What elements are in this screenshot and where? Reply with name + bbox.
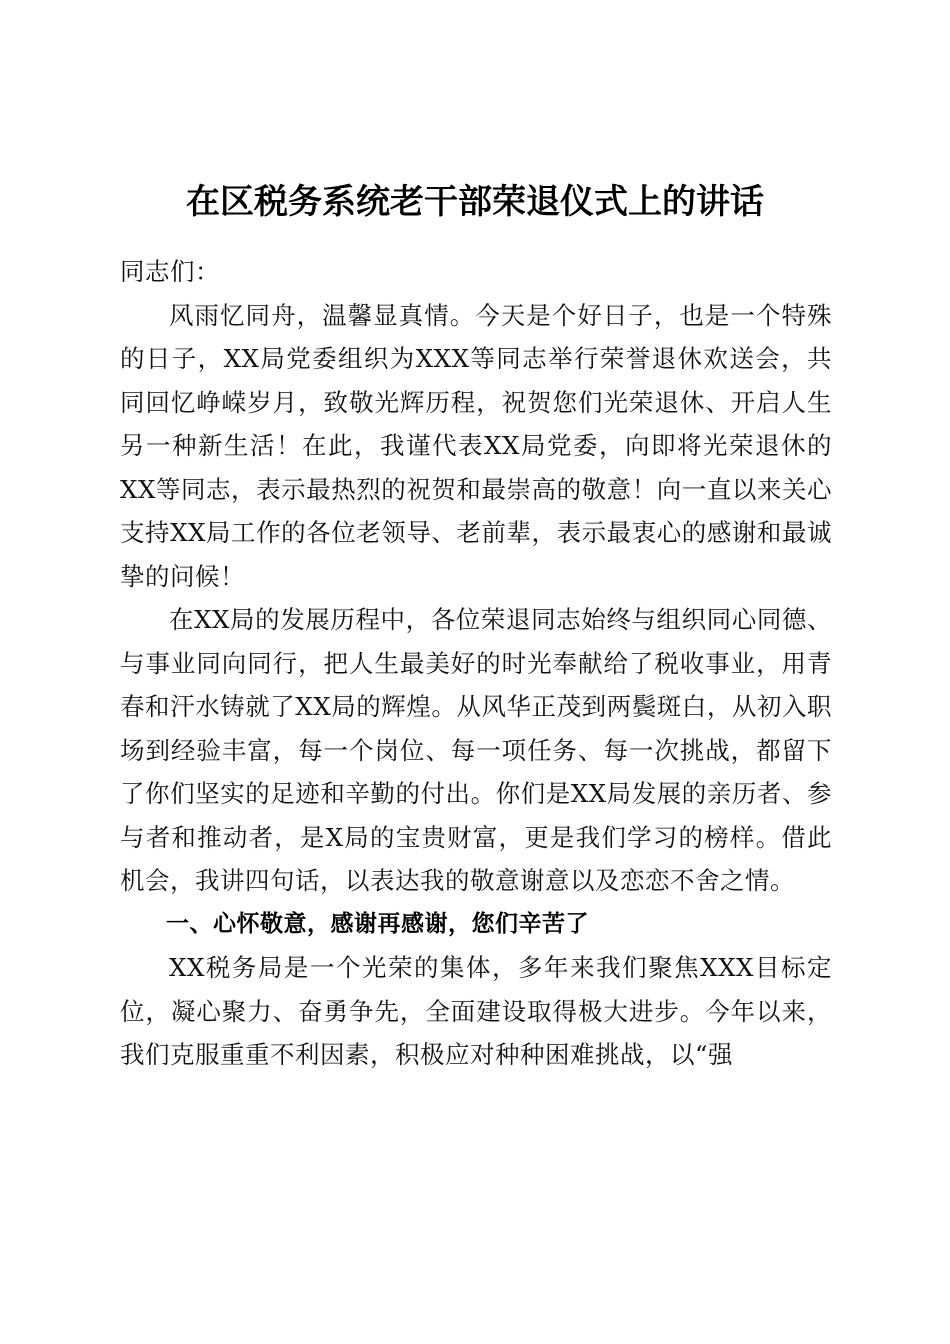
section-heading-1: 一、心怀敬意，感谢再感谢，您们辛苦了 xyxy=(166,910,589,937)
salutation: 同志们： xyxy=(120,257,220,286)
paragraph-opening: 风雨忆同舟，温馨显真情。今天是个好日子，也是一个特殊的日子，XX局党委组织为XXX等同志举行荣誉退休欢送会，共同回忆峥嵘岁月，致敬光辉历程，祝贺您们光荣退休、开启人生另一种新生活！在此，我谨代表XX局党委，向即将光荣退休的XX等同志，表示最热烈的祝贺和最崇高的敬意！向一直以来关心支持XX局工作的各位老领导、老前辈，表示最衷心的感谢和最诚挚的问候！ xyxy=(120,300,832,591)
paragraph-history: 在XX局的发展历程中，各位荣退同志始终与组织同心同德、与事业同向同行，把人生最美好的时光奉献给了税收事业，用青春和汗水铸就了XX局的辉煌。从风华正茂到两鬓斑白，从初入职场到经验丰富，每一个岗位、每一项任务、每一次挑战，都留下了你们坚实的足迹和辛勤的付出。你们是XX局发展的亲历者、参与者和推动者，是X局的宝贵财富，更是我们学习的榜样。借此机会，我讲四句话，以表达我的敬意谢意以及恋恋不舍之情。 xyxy=(120,605,832,895)
document-title: 在区税务系统老干部荣退仪式上的讲话 xyxy=(186,182,764,222)
document-body xyxy=(120,250,832,1077)
paragraph-section-1: XX税务局是一个光荣的集体，多年来我们聚焦XXX目标定位，凝心聚力、奋勇争先，全面建设取得极大进步。今年以来，我们克服重重不利因素，积极应对种种困难挑战，以“强 xyxy=(120,953,832,1069)
